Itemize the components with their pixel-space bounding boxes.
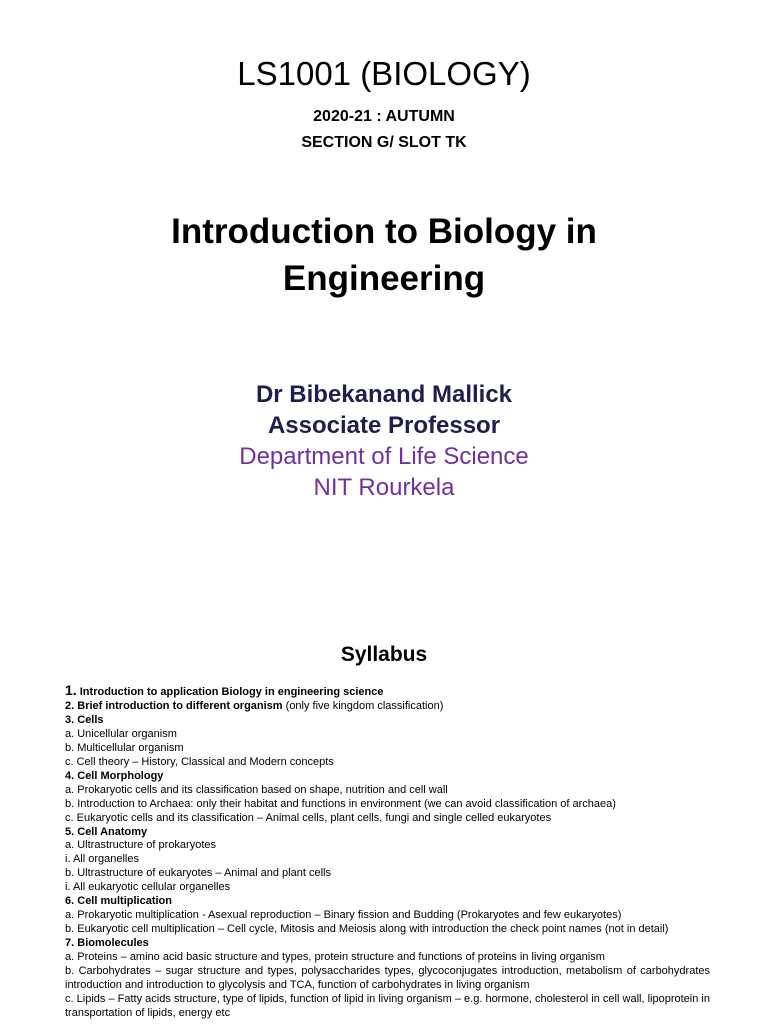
syllabus-subitem: c. Lipids – Fatty acids structure, type of lipids, function of lipid in living organism – e.g. hormone, cholesterol in cell wall, lipoprotein in transportation of lipids, energy etc — [65, 992, 710, 1019]
item-number: 4. — [65, 769, 75, 782]
presenter-institute: NIT Rourkela — [313, 474, 455, 501]
item-title: Cells — [77, 713, 104, 726]
item-title: Brief introduction to different organism — [77, 699, 283, 712]
syllabus-item — [65, 700, 710, 714]
presenter-designation: Associate Professor — [267, 412, 501, 439]
item-title: Biomolecules — [77, 937, 149, 950]
term-label: 2020-21 : AUTUMN — [313, 108, 455, 125]
title-line-1: Introduction to Biology in — [171, 212, 597, 251]
syllabus-item — [65, 684, 710, 700]
section-label: SECTION G/ SLOT TK — [301, 134, 467, 151]
syllabus-item — [65, 937, 710, 951]
syllabus-heading: Syllabus — [340, 643, 428, 666]
syllabus-subitem: b. Eukaryotic cell multiplication – Cell cycle, Mitosis and Meiosis along with introduction the check point names (not in detail) — [65, 923, 669, 936]
item-number: 6. — [65, 895, 75, 908]
presenter-department: Department of Life Science — [239, 443, 529, 470]
item-note: (only five kingdom classification) — [282, 699, 444, 712]
syllabus-subitem: a. Unicellular organism — [65, 727, 177, 740]
item-number: 1. — [65, 682, 77, 698]
item-number: 3. — [65, 713, 75, 726]
syllabus-list — [65, 684, 710, 1021]
item-title: Cell Anatomy — [77, 825, 148, 838]
item-title: Cell multiplication — [77, 895, 172, 908]
syllabus-item — [65, 714, 710, 728]
syllabus-item — [65, 895, 710, 909]
item-number: 5. — [65, 825, 75, 838]
syllabus-subitem: a. Prokaryotic multiplication - Asexual reproduction – Binary fission and Budding (Prokaryotes and few eukaryotes) — [65, 909, 622, 922]
syllabus-subitem: b. Ultrastructure of eukaryotes – Animal and plant cells — [65, 867, 331, 880]
page-title — [0, 208, 768, 302]
item-number: 7. — [65, 937, 75, 950]
syllabus-subitem: a. Proteins – amino acid basic structure and types, protein structure and functions of proteins in living organism — [65, 951, 605, 964]
syllabus-subitem: i. All eukaryotic cellular organelles — [65, 881, 231, 894]
syllabus-subitem: a. Prokaryotic cells and its classification based on shape, nutrition and cell wall — [65, 783, 448, 796]
item-number: 2. — [65, 699, 75, 712]
syllabus-subitem: c. Eukaryotic cells and its classification – Animal cells, plant cells, fungi and single celled eukaryotes — [65, 811, 552, 824]
syllabus-subitem: a. Ultrastructure of prokaryotes — [65, 839, 217, 852]
item-title: Introduction to application Biology in engineering science — [79, 686, 384, 698]
syllabus-item — [65, 770, 710, 784]
item-title: Cell Morphology — [77, 769, 164, 782]
syllabus-subitem: b. Multicellular organism — [65, 741, 184, 754]
syllabus-subitem: c. Cell theory – History, Classical and Modern concepts — [65, 755, 334, 768]
presenter-name: Dr Bibekanand Mallick — [255, 381, 513, 408]
syllabus-subitem: i. All organelles — [65, 853, 139, 866]
syllabus-item — [65, 826, 710, 840]
syllabus-subitem: b. Introduction to Archaea: only their habitat and functions in environment (we can avoid classification of archaea) — [65, 797, 616, 810]
syllabus-subitem: b. Carbohydrates – sugar structure and types, polysaccharides types, glycoconjugates introduction, metabolism of carbohydrates introduction and introduction to glycolysis and TCA, function of carbohydrates in living organism — [65, 965, 710, 992]
course-code: LS1001 (BIOLOGY) — [237, 55, 531, 92]
title-line-2: Engineering — [282, 259, 486, 298]
